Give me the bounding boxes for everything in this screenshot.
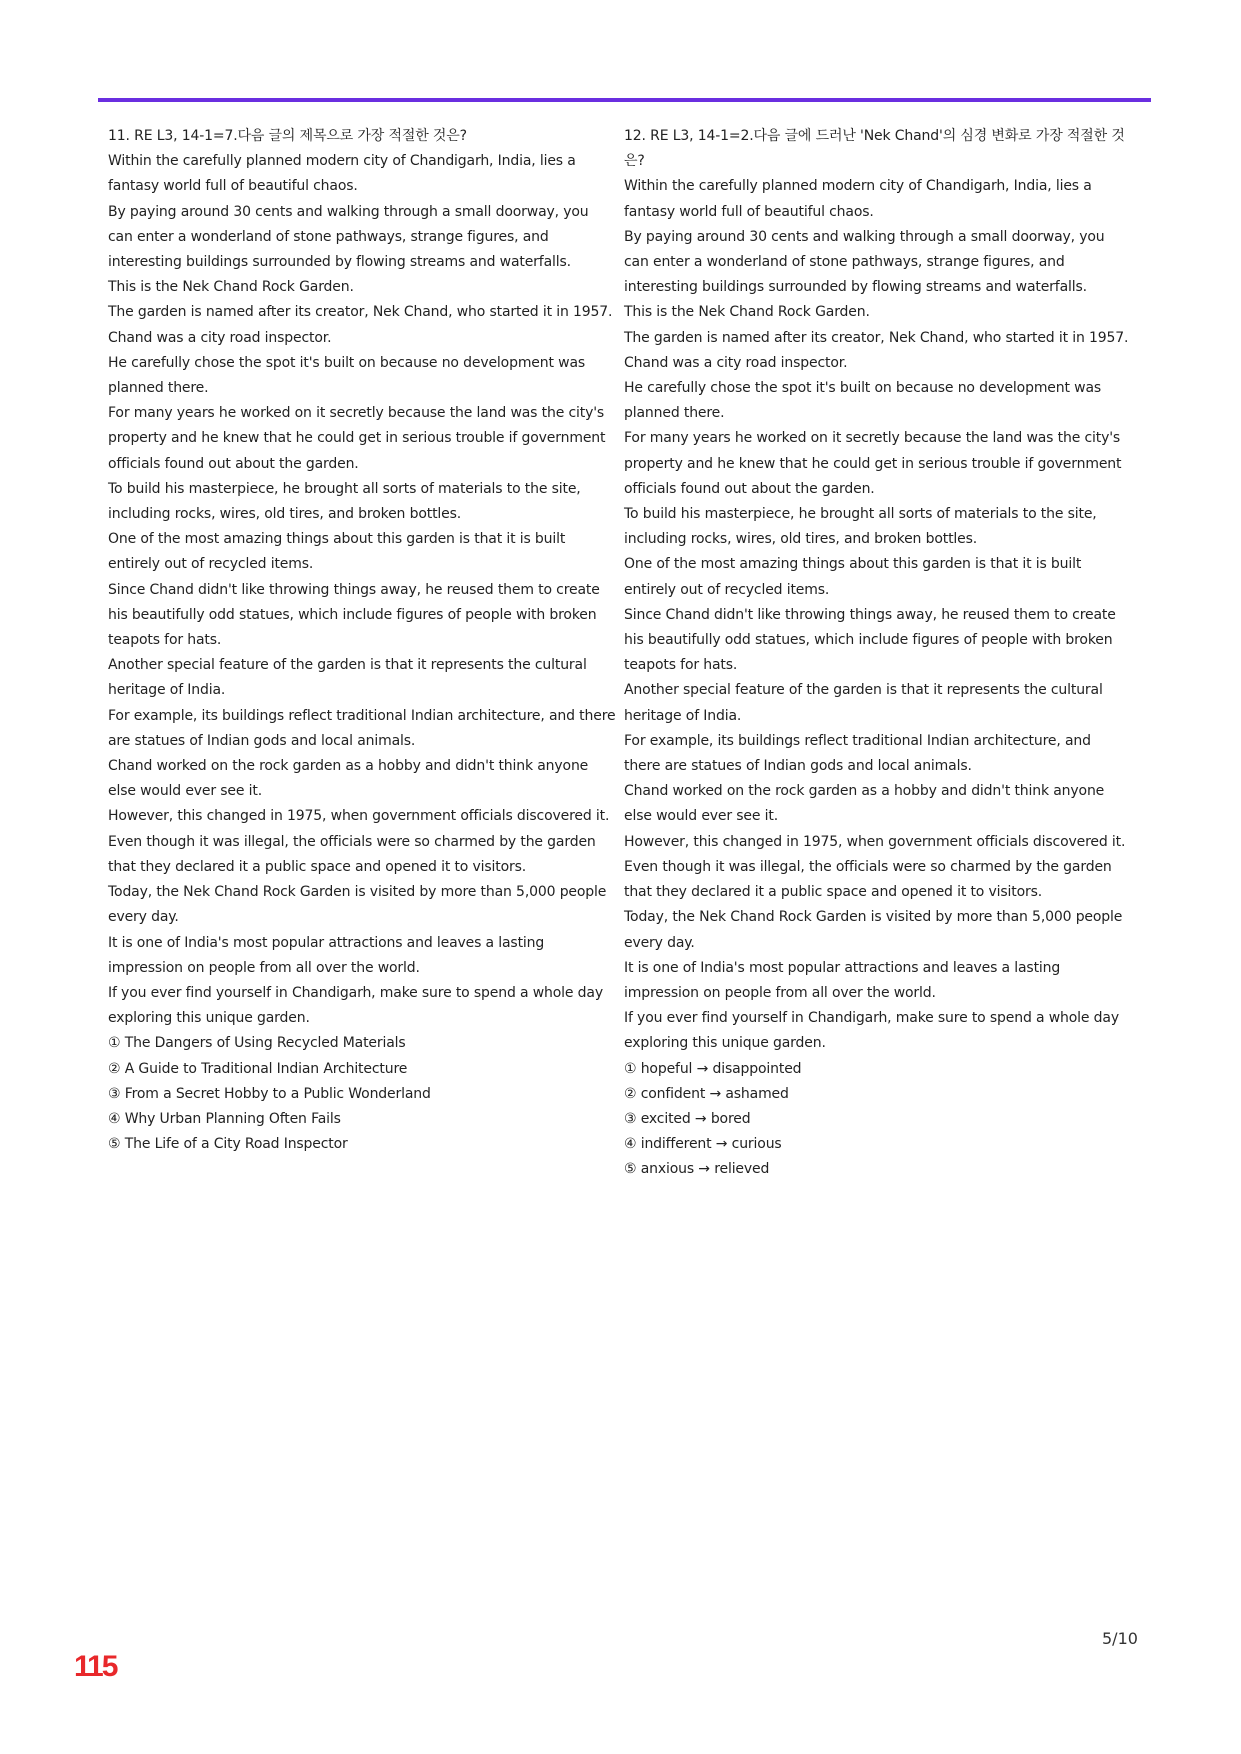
answer-option[interactable]: ④ indifferent → curious	[624, 1136, 782, 1153]
passage-sentence: He carefully chose the spot it's built on because no development was planned there.	[108, 354, 586, 397]
answer-option[interactable]: ② confident → ashamed	[624, 1085, 789, 1102]
passage-sentence: To build his masterpiece, he brought all sorts of materials to the site, including rocks, wires, old tires, and broken bottles.	[108, 480, 581, 523]
passage-sentence: Even though it was illegal, the officials were so charmed by the garden that they declared it a public space and opened it to visitors.	[108, 833, 596, 875]
passage-sentence: The garden is named after its creator, Nek Chand, who started it in 1957.	[108, 304, 613, 321]
answer-option[interactable]: ① The Dangers of Using Recycled Materials	[108, 1035, 406, 1052]
passage-sentence: One of the most amazing things about this garden is that it is built entirely out of recycled items.	[108, 531, 566, 573]
passage-sentence: However, this changed in 1975, when government officials discovered it.	[624, 833, 1126, 850]
answer-option[interactable]: ③ From a Secret Hobby to a Public Wonderland	[108, 1085, 431, 1102]
passage-sentence: This is the Nek Chand Rock Garden.	[624, 304, 870, 321]
page-indicator: 5/10	[1102, 1629, 1138, 1648]
passage-sentence: It is one of India's most popular attractions and leaves a lasting impression on people from all over the world.	[108, 934, 545, 976]
passage-sentence: It is one of India's most popular attractions and leaves a lasting impression on people from all over the world.	[624, 959, 1061, 1001]
answer-option[interactable]: ② A Guide to Traditional Indian Architecture	[108, 1060, 408, 1077]
passage-sentence: He carefully chose the spot it's built on because no development was planned there.	[624, 380, 1102, 422]
passage-sentence: One of the most amazing things about this garden is that it is built entirely out of recycled items.	[624, 556, 1082, 598]
passage-sentence: Chand worked on the rock garden as a hobby and didn't think anyone else would ever see it.	[108, 758, 589, 800]
passage-sentence: Even though it was illegal, the officials were so charmed by the garden that they declared it a public space and opened it to visitors.	[624, 858, 1112, 901]
passage-sentence: To build his masterpiece, he brought all sorts of materials to the site, including rocks, wires, old tires, and broken bottles.	[624, 506, 1097, 548]
passage-sentence: If you ever find yourself in Chandigarh, make sure to spend a whole day exploring this unique garden.	[108, 984, 603, 1027]
passage-sentence: Today, the Nek Chand Rock Garden is visited by more than 5,000 people every day.	[624, 909, 1123, 951]
answer-option[interactable]: ④ Why Urban Planning Often Fails	[108, 1110, 341, 1127]
top-accent-rule	[98, 98, 1151, 102]
answer-option[interactable]: ⑤ anxious → relieved	[624, 1161, 770, 1178]
answer-option[interactable]: ⑤ The Life of a City Road Inspector	[108, 1136, 348, 1153]
passage-sentence: Chand was a city road inspector.	[108, 329, 332, 346]
passage-sentence: If you ever find yourself in Chandigarh, make sure to spend a whole day exploring this unique garden.	[624, 1010, 1119, 1052]
passage-sentence: This is the Nek Chand Rock Garden.	[108, 279, 354, 296]
passage-sentence: Since Chand didn't like throwing things away, he reused them to create his beautifully odd statues, which include figures of people with broken teapots for hats.	[108, 581, 600, 649]
passage-sentence: By paying around 30 cents and walking through a small doorway, you can enter a wonderland of stone pathways, strange figures, and interesting buildings surrounded by flowing streams and waterfalls.	[624, 228, 1105, 296]
passage-sentence: Chand was a city road inspector.	[624, 354, 848, 371]
passage-sentence: For many years he worked on it secretly because the land was the city's property and he knew that he could get in serious trouble if government officials found out about the garden.	[108, 405, 606, 472]
brand-logo-number: 115	[74, 1650, 117, 1683]
answer-option[interactable]: ① hopeful → disappointed	[624, 1060, 802, 1077]
passage-sentence: Within the carefully planned modern city of Chandigarh, India, lies a fantasy world full of beautiful chaos.	[108, 153, 576, 195]
question-11	[108, 124, 616, 1157]
passage-sentence: By paying around 30 cents and walking through a small doorway, you can enter a wonderland of stone pathways, strange figures, and interesting buildings surrounded by flowing streams and waterfalls.	[108, 203, 589, 271]
passage-sentence: Another special feature of the garden is that it represents the cultural heritage of India.	[108, 657, 587, 699]
passage-sentence: Today, the Nek Chand Rock Garden is visited by more than 5,000 people every day.	[108, 884, 607, 926]
passage-sentence: Chand worked on the rock garden as a hobby and didn't think anyone else would ever see it.	[624, 783, 1105, 825]
passage-sentence: Another special feature of the garden is that it represents the cultural heritage of India.	[624, 682, 1103, 724]
passage-sentence: For example, its buildings reflect traditional Indian architecture, and there are statues of Indian gods and local animals.	[108, 707, 616, 749]
question-header: 12. RE L3, 14-1=2.다음 글에 드러난 'Nek Chand'의 심경 변화로 가장 적절한 것은?	[624, 128, 1125, 170]
passage-sentence: However, this changed in 1975, when government officials discovered it.	[108, 808, 610, 825]
passage-sentence: For many years he worked on it secretly because the land was the city's property and he knew that he could get in serious trouble if government officials found out about the garden.	[624, 430, 1122, 497]
answer-option[interactable]: ③ excited → bored	[624, 1110, 751, 1127]
passage-sentence: The garden is named after its creator, Nek Chand, who started it in 1957.	[624, 329, 1129, 346]
question-12	[624, 124, 1130, 1183]
answer-options	[108, 1031, 616, 1157]
passage-sentence: Since Chand didn't like throwing things away, he reused them to create his beautifully odd statues, which include figures of people with broken teapots for hats.	[624, 606, 1116, 674]
question-header: 11. RE L3, 14-1=7.다음 글의 제목으로 가장 적절한 것은?	[108, 128, 467, 144]
passage-sentence: For example, its buildings reflect traditional Indian architecture, and there are statues of Indian gods and local animals.	[624, 732, 1091, 775]
answer-options	[624, 1057, 1130, 1183]
passage-sentence: Within the carefully planned modern city of Chandigarh, India, lies a fantasy world full of beautiful chaos.	[624, 178, 1092, 220]
